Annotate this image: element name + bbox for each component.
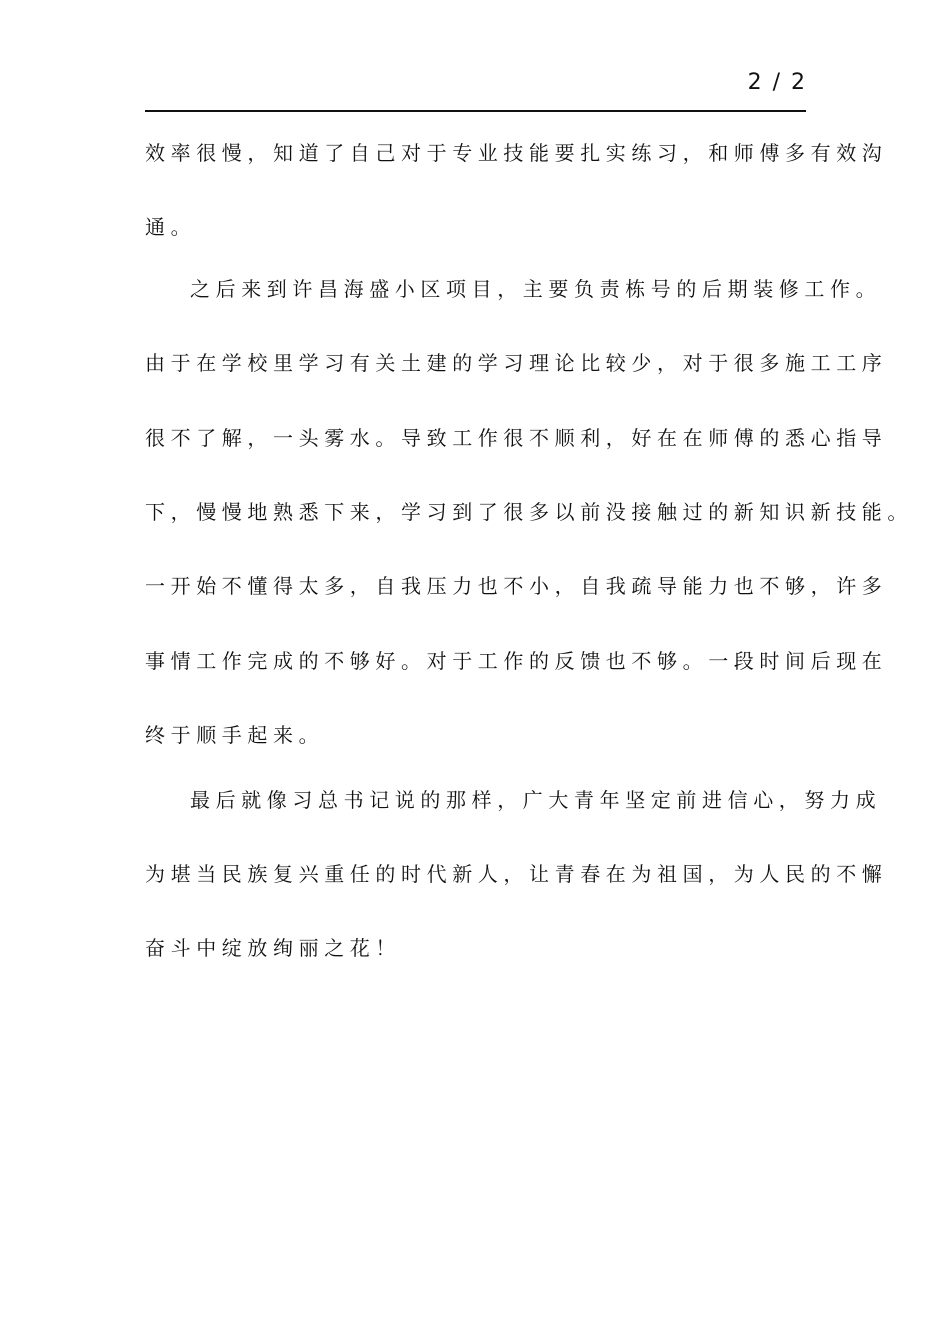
body-line: 很不了解，一头雾水。导致工作很不顺利，好在在师傅的悉心指导 (145, 426, 888, 450)
header-divider (145, 110, 806, 112)
body-line: 终于顺手起来。 (145, 723, 325, 747)
body-line: 效率很慢，知道了自己对于专业技能要扎实练习，和师傅多有效沟 (145, 141, 888, 165)
paragraph-start-line: 最后就像习总书记说的那样，广大青年坚定前进信心，努力成 (190, 788, 882, 812)
paragraph-start-line: 之后来到许昌海盛小区项目，主要负责栋号的后期装修工作。 (190, 277, 882, 301)
page-number: 2 / 2 (747, 70, 807, 95)
body-line: 通。 (145, 215, 197, 239)
body-line: 下，慢慢地熟悉下来，学习到了很多以前没接触过的新知识新技能。 (145, 500, 913, 524)
body-line: 奋斗中绽放绚丽之花！ (145, 936, 401, 960)
body-line: 事情工作完成的不够好。对于工作的反馈也不够。一段时间后现在 (145, 649, 888, 673)
body-line: 由于在学校里学习有关土建的学习理论比较少，对于很多施工工序 (145, 351, 888, 375)
body-line: 一开始不懂得太多，自我压力也不小，自我疏导能力也不够，许多 (145, 574, 888, 598)
body-line: 为堪当民族复兴重任的时代新人，让青春在为祖国，为人民的不懈 (145, 862, 888, 886)
